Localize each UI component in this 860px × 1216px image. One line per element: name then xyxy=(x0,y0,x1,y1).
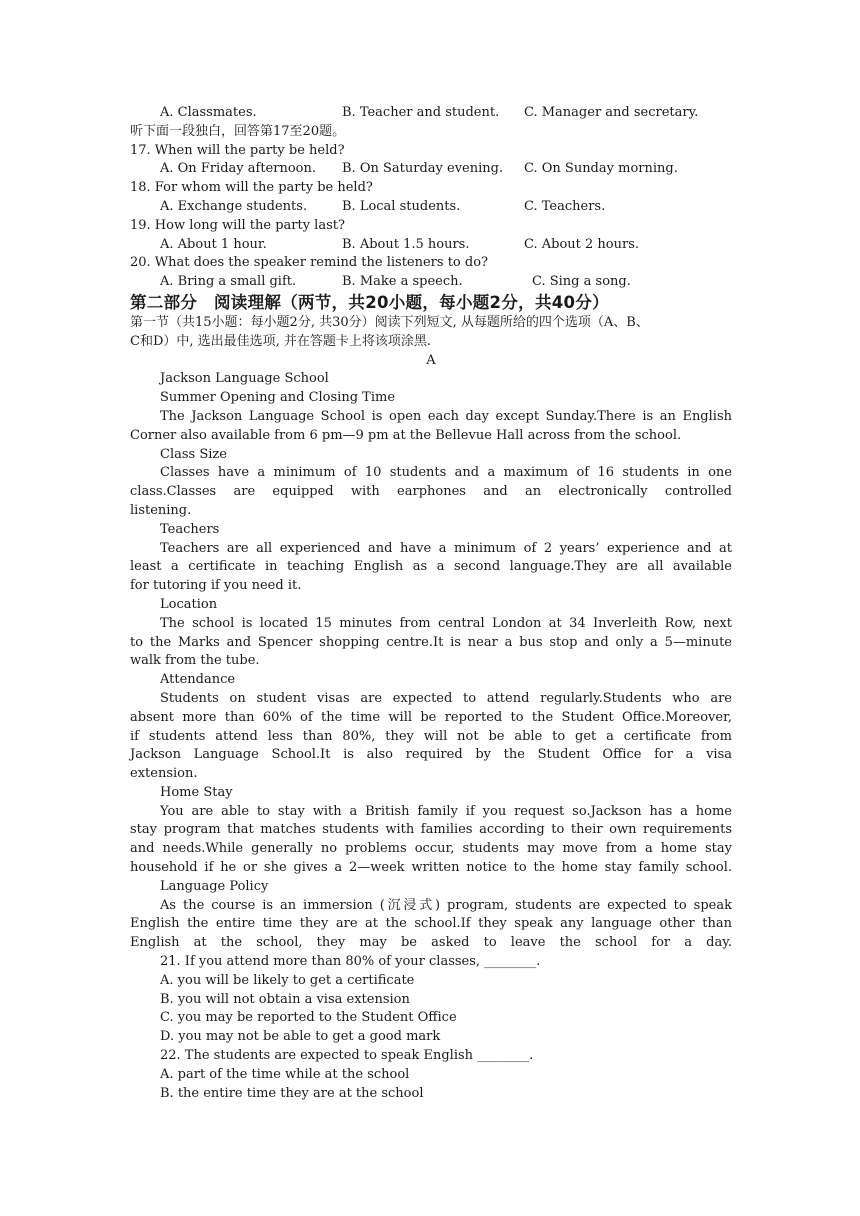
option-b: B. On Saturday evening. xyxy=(342,161,504,177)
question-stem: 19. How long will the party last? xyxy=(130,217,345,233)
option-c: C. Sing a song. xyxy=(532,274,631,290)
paragraph-line: absent more than 60% of the time will be reported to the Student Office.Moreover, xyxy=(130,709,732,725)
paragraph-line: The Jackson Language School is open each day except Sunday.There is an English xyxy=(160,408,732,424)
section-heading-location: Location xyxy=(160,596,218,612)
option-c: C. Manager and secretary. xyxy=(524,105,699,120)
paragraph-line: English at the school, they may be asked to leave the school for a day. xyxy=(130,935,732,951)
option-b: B. you will not obtain a visa extension xyxy=(160,991,410,1007)
paragraph-line: household if he or she gives a 2—week written notice to the home stay family school. xyxy=(130,860,732,876)
question-options xyxy=(130,273,732,292)
exam-page xyxy=(130,104,732,1103)
passage-label: A xyxy=(426,352,436,368)
paragraph-line: to the Marks and Spencer shopping centre.It is near a bus stop and only a 5—minute xyxy=(130,634,732,650)
q16-options xyxy=(130,104,732,123)
question-options xyxy=(130,236,732,255)
option-a: A. part of the time while at the school xyxy=(160,1066,410,1082)
option-b: B. About 1.5 hours. xyxy=(342,236,470,252)
option-b: B. Make a speech. xyxy=(342,274,463,290)
paragraph-line: As the course is an immersion (沉浸式) program, students are expected to speak xyxy=(160,897,732,913)
option-b: B. Local students. xyxy=(342,198,461,214)
paragraph-line: Classes have a minimum of 10 students and a maximum of 16 students in one xyxy=(160,465,732,481)
question-options xyxy=(130,198,732,217)
option-a: A. Exchange students. xyxy=(160,198,308,214)
question-options xyxy=(130,160,732,179)
option-b: B. the entire time they are at the school xyxy=(160,1085,424,1101)
question-stem: 22. The students are expected to speak English ________. xyxy=(160,1048,534,1064)
option-c: C. About 2 hours. xyxy=(524,236,640,252)
paragraph-line: Students on student visas are expected to attend regularly.Students who are xyxy=(160,690,732,706)
paragraph-line: and needs.While generally no problems occur, students may move from a home stay xyxy=(130,841,732,857)
paragraph-line: Teachers are all experienced and have a minimum of 2 years’ experience and at xyxy=(160,540,732,556)
option-c: C. you may be reported to the Student Office xyxy=(160,1010,457,1026)
question-stem: 17. When will the party be held? xyxy=(130,142,345,158)
paragraph-line: least a certificate in teaching English as a second language.They are all available xyxy=(130,559,732,575)
paragraph-line: The school is located 15 minutes from central London at 34 Inverleith Row, next xyxy=(160,615,732,631)
option-a: A. Bring a small gift. xyxy=(160,274,297,290)
section-heading-attendance: Attendance xyxy=(160,672,236,688)
section-heading-class-size: Class Size xyxy=(160,446,227,462)
question-stem: 18. For whom will the party be held? xyxy=(130,180,373,196)
option-a: A. you will be likely to get a certificate xyxy=(160,972,415,988)
option-b: B. Teacher and student. xyxy=(342,105,500,120)
paragraph-line: listening. xyxy=(130,502,192,518)
question-stem: 20. What does the speaker remind the listeners to do? xyxy=(130,255,489,271)
section1-instructions: 第一节（共15小题：每小题2分, 共30分）阅读下列短文, 从每题所给的四个选项（A、B、 xyxy=(130,314,649,330)
option-a: A. About 1 hour. xyxy=(160,236,267,252)
option-c: C. Teachers. xyxy=(524,198,606,214)
paragraph-line: Corner also available from 6 pm—9 pm at the Bellevue Hall across from the school. xyxy=(130,427,682,443)
option-d: D. you may not be able to get a good mark xyxy=(160,1029,441,1045)
paragraph-line: class.Classes are equipped with earphones and an electronically controlled xyxy=(130,484,732,500)
section-heading-language-policy: Language Policy xyxy=(160,878,269,894)
passage-title: Jackson Language School xyxy=(160,371,329,387)
paragraph-line: if students attend less than 80%, they will not be able to get a certificate from xyxy=(130,728,732,744)
paragraph-line: You are able to stay with a British family if you request so.Jackson has a home xyxy=(160,803,732,819)
section1-instructions-cont: C和D）中, 选出最佳选项, 并在答题卡上将该项涂黑. xyxy=(130,333,432,349)
paragraph-line: walk from the tube. xyxy=(130,653,260,669)
question-stem: 21. If you attend more than 80% of your classes, ________. xyxy=(160,954,541,970)
option-c: C. On Sunday morning. xyxy=(524,161,678,177)
paragraph-line: Jackson Language School.It is also required by the Student Office for a visa xyxy=(130,747,732,763)
option-a: A. On Friday afternoon. xyxy=(160,161,316,177)
passage-subtitle: Summer Opening and Closing Time xyxy=(160,390,396,406)
monologue-intro: 听下面一段独白，回答第17至20题。 xyxy=(130,123,346,139)
paragraph-line: English the entire time they are at the school.If they speak any language other than xyxy=(130,916,732,932)
paragraph-line: extension. xyxy=(130,766,198,782)
part2-heading: 第二部分 阅读理解（两节，共20小题，每小题2分，共40分） xyxy=(130,292,609,312)
section-heading-home-stay: Home Stay xyxy=(160,784,233,800)
option-a: A. Classmates. xyxy=(160,105,257,120)
paragraph-line: stay program that matches students with families according to their own requirements xyxy=(130,822,732,838)
section-heading-teachers: Teachers xyxy=(160,521,220,537)
paragraph-line: for tutoring if you need it. xyxy=(130,578,302,594)
